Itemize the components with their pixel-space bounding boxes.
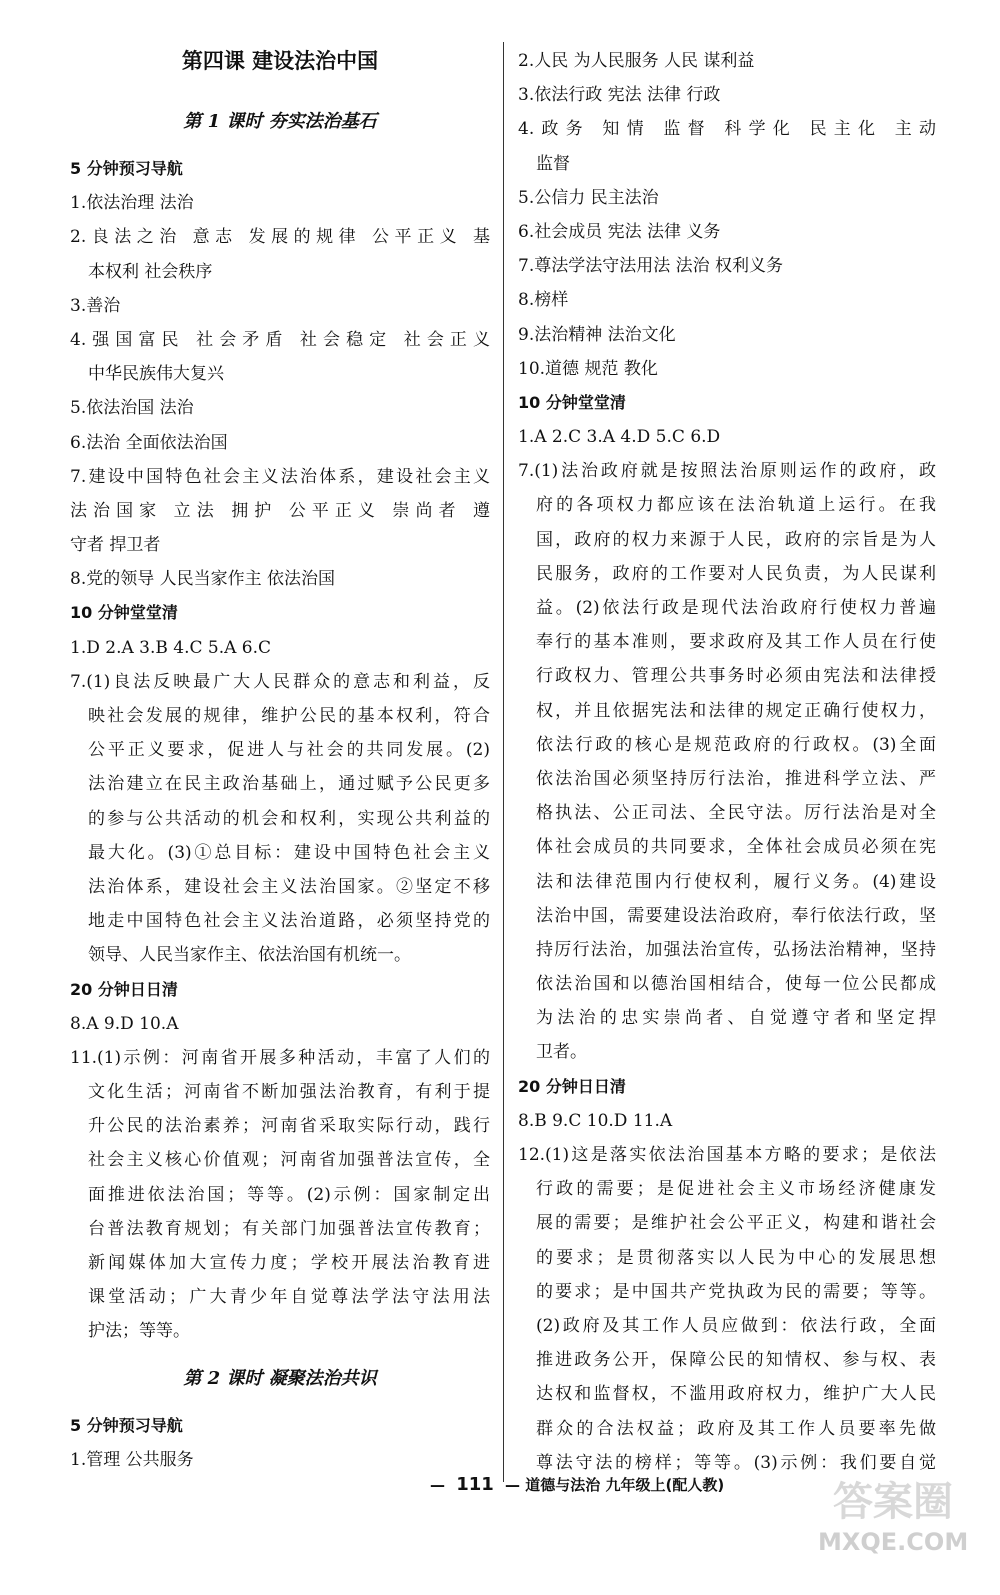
text-line: 的参与公共活动的机会和权利，实现公共利益的 bbox=[88, 808, 490, 829]
text-line: 本权利 社会秩序 bbox=[88, 261, 213, 282]
section-heading: 5 分钟预习导航 bbox=[70, 159, 183, 178]
footer-dash-right: — bbox=[505, 1476, 521, 1494]
text-line: 台普法教育规划；有关部门加强普法宣传教育； bbox=[88, 1218, 490, 1239]
text-line: 2.人民 为人民服务 人民 谋利益 bbox=[518, 51, 755, 71]
text-line: 法治体系，建设社会主义法治国家。②坚定不移 bbox=[88, 876, 490, 897]
column-divider bbox=[503, 42, 504, 1482]
watermark-logo-text: 答案圈 bbox=[833, 1479, 953, 1525]
text-line: 的要求；是贯彻落实以人民为中心的发展思想 bbox=[536, 1247, 936, 1268]
text-line: 5.公信力 民主法治 bbox=[518, 187, 659, 208]
lesson-subtitle: 第 2 课时 凝聚法治共识 bbox=[183, 1367, 377, 1389]
text-line: 1.A 2.C 3.A 4.D 5.C 6.D bbox=[518, 427, 721, 448]
text-line: 依法治国和以德治国相结合，使每一位公民都成 bbox=[536, 974, 936, 995]
text-line: 4.政务 知情 监督 科学化 民主化 主动 bbox=[518, 119, 936, 140]
text-line: 1.管理 公共服务 bbox=[70, 1449, 194, 1470]
section-heading: 20 分钟日日清 bbox=[518, 1076, 626, 1096]
text-line: 领导、人民当家作主、依法治国有机统一。 bbox=[88, 945, 411, 966]
watermark-logo bbox=[818, 1466, 968, 1586]
text-line: 9.法治精神 法治文化 bbox=[518, 324, 676, 345]
lesson-title: 第四课 建设法治中国 bbox=[181, 49, 379, 73]
text-line: 新闻媒体加大宣传力度；学校开展法治教育进 bbox=[88, 1253, 490, 1273]
text-line: 格执法、公正司法、全民守法。厉行法治是对全 bbox=[536, 803, 936, 824]
text-line: 1.依法治理 法治 bbox=[70, 193, 194, 214]
text-line: 3.依法行政 宪法 法律 行政 bbox=[518, 85, 721, 106]
text-line: 权，并且依据宪法和法律的规定正确行使权力， bbox=[536, 700, 936, 721]
text-line: 为法治的忠实崇尚者、自觉遵守者和坚定捍 bbox=[536, 1008, 936, 1029]
text-line: 7.(1)良法反映最广大人民群众的意志和利益，反 bbox=[70, 671, 490, 692]
text-line: 7.尊法学法守法用法 法治 权利义务 bbox=[518, 256, 784, 277]
text-line: 8.A 9.D 10.A bbox=[70, 1013, 179, 1034]
text-line: 依法治国必须坚持厉行法治，推进科学立法、严 bbox=[536, 768, 936, 789]
page-footer bbox=[430, 1470, 850, 1500]
text-line: 推进政务公开，保障公民的知情权、参与权、表 bbox=[536, 1350, 936, 1371]
text-line: 行政权力、管理公共事务时必须由宪法和法律授 bbox=[536, 666, 936, 687]
text-line: 府的各项权力都应该在法治轨道上运行。在我 bbox=[536, 495, 936, 516]
text-line: 尊法守法的榜样；等等。(3)示例：我们要自觉 bbox=[536, 1452, 936, 1473]
right-column bbox=[518, 44, 936, 1480]
text-line: 最大化。(3)①总目标：建设中国特色社会主义 bbox=[88, 842, 490, 863]
text-line: 法治国家 立法 拥护 公平正义 崇尚者 遵 bbox=[70, 500, 490, 521]
text-line: 7.建设中国特色社会主义法治体系，建设社会主义 bbox=[70, 466, 490, 487]
text-line: 10.道德 规范 教化 bbox=[518, 358, 658, 379]
section-heading: 10 分钟堂堂清 bbox=[70, 603, 178, 623]
text-line: 6.法治 全面依法治国 bbox=[70, 432, 228, 453]
text-line: 持厉行法治，加强法治宣传，弘扬法治精神，坚持 bbox=[536, 939, 936, 960]
text-line: 8.榜样 bbox=[518, 290, 569, 311]
text-line: 3.善治 bbox=[70, 295, 121, 316]
text-line: 民服务，政府的工作要对人民负责，为人民谋利 bbox=[536, 563, 936, 584]
text-line: 监督 bbox=[536, 153, 570, 174]
text-line: 映社会发展的规律，维护公民的基本权利，符合 bbox=[88, 706, 490, 726]
text-line: 8.B 9.C 10.D 11.A bbox=[518, 1110, 673, 1131]
text-line: 2.良法之治 意志 发展的规律 公平正义 基 bbox=[70, 227, 490, 248]
text-line: 护法；等等。 bbox=[88, 1321, 190, 1342]
text-line: 卫者。 bbox=[536, 1042, 587, 1063]
text-line: 达权和监督权，不滥用政府权力，维护广大人民 bbox=[536, 1384, 936, 1405]
text-line: 1.D 2.A 3.B 4.C 5.A 6.C bbox=[70, 637, 272, 658]
text-line: 中华民族伟大复兴 bbox=[88, 364, 224, 385]
text-line: 6.社会成员 宪法 法律 义务 bbox=[518, 221, 721, 242]
section-heading: 10 分钟堂堂清 bbox=[518, 392, 626, 412]
text-line: 公平正义要求，促进人与社会的共同发展。(2) bbox=[88, 740, 490, 761]
left-column bbox=[70, 44, 490, 1477]
text-line: 法和法律范围内行使权利，履行义务。(4)建设 bbox=[536, 871, 936, 892]
section-heading: 5 分钟预习导航 bbox=[70, 1415, 183, 1435]
text-line: 法治中国，需要建设法治政府，奉行依法行政，坚 bbox=[536, 905, 936, 926]
text-line: 法治建立在民主政治基础上，通过赋予公民更多 bbox=[88, 774, 490, 795]
page-number: 111 bbox=[456, 1474, 494, 1495]
text-line: 面推进依法治国；等等。(2)示例：国家制定出 bbox=[88, 1184, 490, 1205]
watermark-site: MXQE.COM bbox=[818, 1528, 969, 1556]
text-line: 群众的合法权益；政府及其工作人员要率先做 bbox=[536, 1418, 936, 1439]
text-line: 11.(1)示例：河南省开展多种活动，丰富了人们的 bbox=[70, 1047, 490, 1068]
text-line: 展的需要；是维护社会公平正义，构建和谐社会 bbox=[536, 1213, 936, 1234]
text-line: (2)政府及其工作人员应做到：依法行政，全面 bbox=[536, 1315, 936, 1336]
text-line: 体社会成员的共同要求，全体社会成员必须在宪 bbox=[536, 837, 936, 858]
lesson-subtitle: 第 1 课时 夯实法治基石 bbox=[183, 111, 377, 132]
section-heading: 20 分钟日日清 bbox=[70, 979, 178, 999]
text-line: 7.(1)法治政府就是按照法治原则运作的政府，政 bbox=[518, 461, 936, 482]
text-line: 文化生活；河南省不断加强法治教育，有利于提 bbox=[88, 1082, 490, 1103]
text-line: 课堂活动；广大青少年自觉尊法学法守法用法 bbox=[88, 1287, 490, 1308]
text-line: 8.党的领导 人民当家作主 依法治国 bbox=[70, 569, 336, 590]
text-line: 益。(2)依法行政是现代法治政府行使权力普遍 bbox=[536, 598, 936, 618]
text-line: 地走中国特色社会主义法治道路，必须坚持党的 bbox=[88, 911, 490, 932]
book-title: 道德与法治 九年级上(配人教) bbox=[525, 1476, 725, 1494]
text-line: 国，政府的权力来源于人民，政府的宗旨是为人 bbox=[536, 529, 936, 550]
text-line: 的要求；是中国共产党执政为民的需要；等等。 bbox=[536, 1281, 936, 1302]
text-line: 守者 捍卫者 bbox=[70, 535, 161, 556]
text-line: 奉行的基本准则，要求政府及其工作人员在行使 bbox=[536, 632, 936, 653]
text-line: 12.(1)这是落实依法治国基本方略的要求；是依法 bbox=[518, 1145, 936, 1165]
footer-dash-left: — bbox=[430, 1476, 445, 1494]
text-line: 社会主义核心价值观；河南省加强普法宣传，全 bbox=[88, 1150, 490, 1171]
text-line: 行政的需要；是促进社会主义市场经济健康发 bbox=[536, 1179, 936, 1200]
text-line: 升公民的法治素养；河南省采取实际行动，践行 bbox=[88, 1116, 490, 1137]
text-line: 5.依法治国 法治 bbox=[70, 398, 194, 419]
text-line: 依法行政的核心是规范政府的行政权。(3)全面 bbox=[536, 734, 936, 755]
text-line: 4.强国富民 社会矛盾 社会稳定 社会正义 bbox=[70, 329, 490, 350]
